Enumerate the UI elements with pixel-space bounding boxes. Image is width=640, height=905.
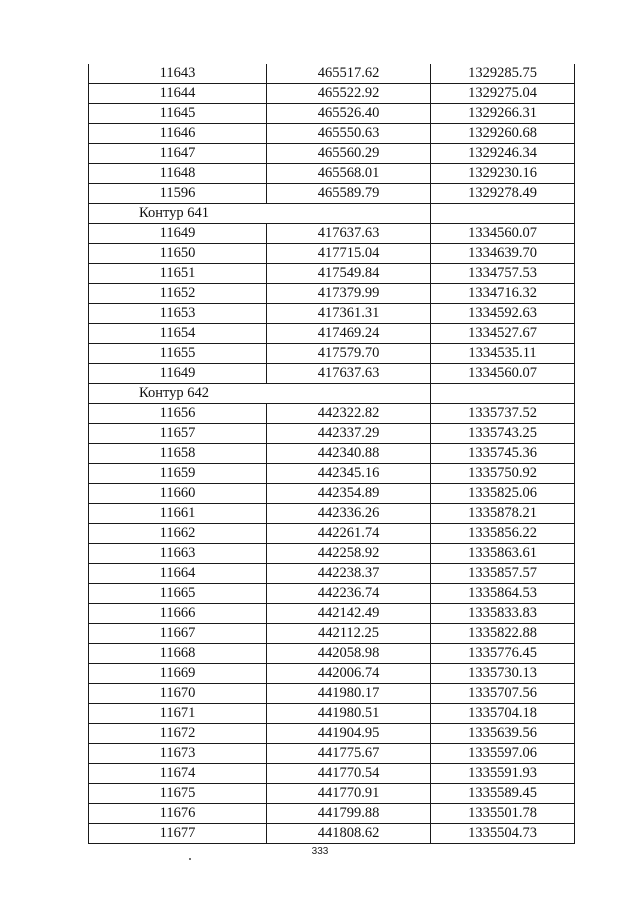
- x-coordinate-cell: 442340.88: [267, 444, 431, 464]
- x-coordinate-cell: 465568.01: [267, 164, 431, 184]
- table-row: [89, 644, 575, 664]
- empty-cell: [267, 204, 431, 224]
- y-coordinate-cell: 1335878.21: [431, 504, 575, 524]
- table-row: [89, 284, 575, 304]
- y-coordinate-cell: 1329275.04: [431, 84, 575, 104]
- x-coordinate-cell: 417579.70: [267, 344, 431, 364]
- x-coordinate-cell: 442006.74: [267, 664, 431, 684]
- y-coordinate-cell: 1335822.88: [431, 624, 575, 644]
- table-row: [89, 664, 575, 684]
- point-id-cell: 11675: [89, 784, 267, 804]
- contour-label: Контур 642: [89, 384, 267, 404]
- point-id-cell: 11663: [89, 544, 267, 564]
- point-id-cell: 11596: [89, 184, 267, 204]
- x-coordinate-cell: 442337.29: [267, 424, 431, 444]
- point-id-cell: 11660: [89, 484, 267, 504]
- table-row: [89, 564, 575, 584]
- x-coordinate-cell: 465560.29: [267, 144, 431, 164]
- x-coordinate-cell: 442258.92: [267, 544, 431, 564]
- y-coordinate-cell: 1329230.16: [431, 164, 575, 184]
- point-id-cell: 11650: [89, 244, 267, 264]
- x-coordinate-cell: 417469.24: [267, 324, 431, 344]
- table-row: [89, 704, 575, 724]
- table-row: [89, 524, 575, 544]
- x-coordinate-cell: 465550.63: [267, 124, 431, 144]
- table-row: [89, 764, 575, 784]
- y-coordinate-cell: 1334757.53: [431, 264, 575, 284]
- table-row: [89, 124, 575, 144]
- y-coordinate-cell: 1334527.67: [431, 324, 575, 344]
- y-coordinate-cell: 1335833.83: [431, 604, 575, 624]
- x-coordinate-cell: 442236.74: [267, 584, 431, 604]
- table-row: [89, 144, 575, 164]
- x-coordinate-cell: 417549.84: [267, 264, 431, 284]
- table-row: [89, 304, 575, 324]
- y-coordinate-cell: 1335856.22: [431, 524, 575, 544]
- y-coordinate-cell: 1335863.61: [431, 544, 575, 564]
- x-coordinate-cell: 442238.37: [267, 564, 431, 584]
- table-row: [89, 264, 575, 284]
- point-id-cell: 11673: [89, 744, 267, 764]
- table-row: [89, 584, 575, 604]
- point-id-cell: 11656: [89, 404, 267, 424]
- point-id-cell: 11652: [89, 284, 267, 304]
- x-coordinate-cell: 441770.91: [267, 784, 431, 804]
- x-coordinate-cell: 442142.49: [267, 604, 431, 624]
- y-coordinate-cell: 1335707.56: [431, 684, 575, 704]
- contour-heading-row: [89, 204, 575, 224]
- table-row: [89, 484, 575, 504]
- point-id-cell: 11657: [89, 424, 267, 444]
- x-coordinate-cell: 441980.17: [267, 684, 431, 704]
- y-coordinate-cell: 1334639.70: [431, 244, 575, 264]
- y-coordinate-cell: 1335743.25: [431, 424, 575, 444]
- x-coordinate-cell: 465526.40: [267, 104, 431, 124]
- table-row: [89, 224, 575, 244]
- x-coordinate-cell: 442058.98: [267, 644, 431, 664]
- y-coordinate-cell: 1335504.73: [431, 824, 575, 844]
- y-coordinate-cell: 1335589.45: [431, 784, 575, 804]
- y-coordinate-cell: 1335639.56: [431, 724, 575, 744]
- point-id-cell: 11670: [89, 684, 267, 704]
- x-coordinate-cell: 465522.92: [267, 84, 431, 104]
- x-coordinate-cell: 442322.82: [267, 404, 431, 424]
- table-row: [89, 804, 575, 824]
- point-id-cell: 11662: [89, 524, 267, 544]
- y-coordinate-cell: 1335730.13: [431, 664, 575, 684]
- y-coordinate-cell: 1329278.49: [431, 184, 575, 204]
- point-id-cell: 11677: [89, 824, 267, 844]
- x-coordinate-cell: 465517.62: [267, 64, 431, 84]
- point-id-cell: 11672: [89, 724, 267, 744]
- x-coordinate-cell: 441770.54: [267, 764, 431, 784]
- y-coordinate-cell: 1329285.75: [431, 64, 575, 84]
- y-coordinate-cell: 1335704.18: [431, 704, 575, 724]
- table-row: [89, 424, 575, 444]
- y-coordinate-cell: 1334560.07: [431, 364, 575, 384]
- point-id-cell: 11665: [89, 584, 267, 604]
- x-coordinate-cell: 417361.31: [267, 304, 431, 324]
- coordinates-table: [88, 64, 575, 844]
- x-coordinate-cell: 417637.63: [267, 224, 431, 244]
- point-id-cell: 11649: [89, 224, 267, 244]
- x-coordinate-cell: 442261.74: [267, 524, 431, 544]
- y-coordinate-cell: 1335501.78: [431, 804, 575, 824]
- point-id-cell: 11649: [89, 364, 267, 384]
- table-row: [89, 184, 575, 204]
- x-coordinate-cell: 441808.62: [267, 824, 431, 844]
- y-coordinate-cell: 1335737.52: [431, 404, 575, 424]
- table-row: [89, 64, 575, 84]
- y-coordinate-cell: 1329266.31: [431, 104, 575, 124]
- table-row: [89, 364, 575, 384]
- empty-cell: [431, 384, 575, 404]
- point-id-cell: 11667: [89, 624, 267, 644]
- table-row: [89, 684, 575, 704]
- y-coordinate-cell: 1335776.45: [431, 644, 575, 664]
- y-coordinate-cell: 1334535.11: [431, 344, 575, 364]
- y-coordinate-cell: 1335825.06: [431, 484, 575, 504]
- point-id-cell: 11643: [89, 64, 267, 84]
- x-coordinate-cell: 442345.16: [267, 464, 431, 484]
- table-row: [89, 444, 575, 464]
- table-row: [89, 784, 575, 804]
- table-row: [89, 404, 575, 424]
- table-row: [89, 164, 575, 184]
- y-coordinate-cell: 1335591.93: [431, 764, 575, 784]
- table-row: [89, 104, 575, 124]
- empty-cell: [431, 204, 575, 224]
- point-id-cell: 11658: [89, 444, 267, 464]
- table-row: [89, 464, 575, 484]
- point-id-cell: 11646: [89, 124, 267, 144]
- y-coordinate-cell: 1335864.53: [431, 584, 575, 604]
- table-row: [89, 84, 575, 104]
- y-coordinate-cell: 1334560.07: [431, 224, 575, 244]
- point-id-cell: 11669: [89, 664, 267, 684]
- table-row: [89, 324, 575, 344]
- y-coordinate-cell: 1334592.63: [431, 304, 575, 324]
- point-id-cell: 11655: [89, 344, 267, 364]
- table-row: [89, 344, 575, 364]
- y-coordinate-cell: 1335597.06: [431, 744, 575, 764]
- coordinates-table-body: [89, 64, 575, 844]
- point-id-cell: 11668: [89, 644, 267, 664]
- y-coordinate-cell: 1329246.34: [431, 144, 575, 164]
- empty-cell: [267, 384, 431, 404]
- point-id-cell: 11661: [89, 504, 267, 524]
- point-id-cell: 11644: [89, 84, 267, 104]
- y-coordinate-cell: 1335745.36: [431, 444, 575, 464]
- contour-label: Контур 641: [89, 204, 267, 224]
- table-row: [89, 544, 575, 564]
- point-id-cell: 11653: [89, 304, 267, 324]
- point-id-cell: 11664: [89, 564, 267, 584]
- point-id-cell: 11659: [89, 464, 267, 484]
- point-id-cell: 11648: [89, 164, 267, 184]
- point-id-cell: 11654: [89, 324, 267, 344]
- y-coordinate-cell: 1334716.32: [431, 284, 575, 304]
- y-coordinate-cell: 1335857.57: [431, 564, 575, 584]
- x-coordinate-cell: 417379.99: [267, 284, 431, 304]
- table-row: [89, 244, 575, 264]
- x-coordinate-cell: 442354.89: [267, 484, 431, 504]
- point-id-cell: 11651: [89, 264, 267, 284]
- table-row: [89, 724, 575, 744]
- table-row: [89, 744, 575, 764]
- scan-speck: [189, 858, 191, 860]
- contour-heading-row: [89, 384, 575, 404]
- x-coordinate-cell: 465589.79: [267, 184, 431, 204]
- table-row: [89, 604, 575, 624]
- y-coordinate-cell: 1329260.68: [431, 124, 575, 144]
- point-id-cell: 11666: [89, 604, 267, 624]
- table-row: [89, 624, 575, 644]
- point-id-cell: 11647: [89, 144, 267, 164]
- x-coordinate-cell: 441799.88: [267, 804, 431, 824]
- point-id-cell: 11645: [89, 104, 267, 124]
- y-coordinate-cell: 1335750.92: [431, 464, 575, 484]
- x-coordinate-cell: 417715.04: [267, 244, 431, 264]
- x-coordinate-cell: 441980.51: [267, 704, 431, 724]
- x-coordinate-cell: 442336.26: [267, 504, 431, 524]
- point-id-cell: 11676: [89, 804, 267, 824]
- page-number: 333: [311, 846, 329, 857]
- table-row: [89, 824, 575, 844]
- x-coordinate-cell: 441904.95: [267, 724, 431, 744]
- x-coordinate-cell: 442112.25: [267, 624, 431, 644]
- x-coordinate-cell: 417637.63: [267, 364, 431, 384]
- x-coordinate-cell: 441775.67: [267, 744, 431, 764]
- point-id-cell: 11671: [89, 704, 267, 724]
- table-row: [89, 504, 575, 524]
- point-id-cell: 11674: [89, 764, 267, 784]
